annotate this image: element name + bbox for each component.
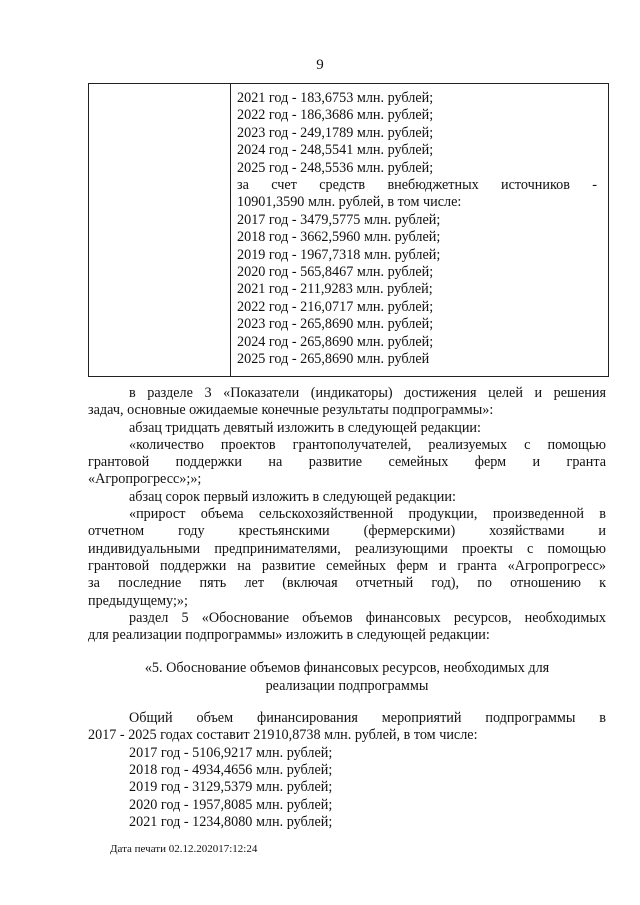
year-line: 2019 год - 3129,5379 млн. рублей; xyxy=(129,779,333,796)
section-heading-line: «5. Обоснование объемов финансовых ресурсов, необходимых для xyxy=(144,660,550,677)
table-line: 2025 год - 265,8690 млн. рублей xyxy=(237,351,430,368)
year-line: 2017 год - 5106,9217 млн. рублей; xyxy=(129,744,333,761)
table-line: 2024 год - 265,8690 млн. рублей; xyxy=(237,333,434,350)
page-number: 9 xyxy=(316,57,324,73)
section-heading-line: реализации подпрограммы xyxy=(265,677,429,694)
table-line: 10901,3590 млн. рублей, в том числе: xyxy=(237,194,462,211)
year-line: 2020 год - 1957,8085 млн. рублей; xyxy=(129,796,333,813)
paragraph-line: абзац тридцать девятый изложить в следующей редакции: xyxy=(129,419,481,436)
paragraph-line: индивидуальными предпринимателями, реализующими проекты с помощью xyxy=(88,540,606,557)
table-line: 2020 год - 565,8467 млн. рублей; xyxy=(237,264,434,281)
paragraph-line: для реализации подпрограммы» изложить в следующей редакции: xyxy=(88,627,490,644)
table-line: 2017 год - 3479,5775 млн. рублей; xyxy=(237,211,441,228)
table-line: 2024 год - 248,5541 млн. рублей; xyxy=(237,142,434,159)
paragraph-line: за последние пять лет (включая отчетный год), по отношению к xyxy=(88,575,606,592)
table-line: 2018 год - 3662,5960 млн. рублей; xyxy=(237,229,441,246)
paragraph-line: «количество проектов грантополучателей, реализуемых с помощью xyxy=(129,436,606,453)
paragraph-line: грантовой поддержки на развитие семейных ферм и гранта «Агропрогресс» xyxy=(88,557,606,574)
paragraph-line: задач, основные ожидаемые конечные результаты подпрограммы»: xyxy=(88,402,494,419)
year-line: 2021 год - 1234,8080 млн. рублей; xyxy=(129,813,333,830)
print-date-footer: Дата печати 02.12.202017:12:24 xyxy=(110,843,258,855)
table-right-cell xyxy=(237,90,597,369)
paragraph-line: «Агропрогресс»;»; xyxy=(88,471,202,488)
paragraph-line: «прирост объема сельскохозяйственной продукции, произведенной в xyxy=(129,506,606,523)
table-line: 2021 год - 183,6753 млн. рублей; xyxy=(237,90,434,106)
financing-table xyxy=(88,83,609,377)
table-line: 2022 год - 186,3686 млн. рублей; xyxy=(237,107,434,124)
paragraph-line: грантовой поддержки на развитие семейных ферм и гранта xyxy=(88,454,606,471)
paragraph-line: абзац сорок первый изложить в следующей редакции: xyxy=(129,488,456,505)
paragraph-line: предыдущему;»; xyxy=(88,592,188,609)
paragraph-line: Общий объем финансирования мероприятий подпрограммы в xyxy=(129,710,606,727)
table-line: за счет средств внебюджетных источников - xyxy=(237,177,597,194)
table-line: 2023 год - 265,8690 млн. рублей; xyxy=(237,316,434,333)
paragraph-line: в разделе 3 «Показатели (индикаторы) достижения целей и решения xyxy=(129,385,606,401)
table-line: 2019 год - 1967,7318 млн. рублей; xyxy=(237,246,441,263)
document-body xyxy=(88,385,606,831)
section-heading xyxy=(88,660,606,695)
paragraph-line: отчетном году крестьянскими (фермерскими) хозяйствами и xyxy=(88,523,606,540)
paragraph-line: раздел 5 «Обоснование объемов финансовых ресурсов, необходимых xyxy=(129,609,606,626)
table-left-cell xyxy=(89,84,231,376)
paragraph-line: 2017 - 2025 годах составит 21910,8738 млн. рублей, в том числе: xyxy=(88,727,478,744)
table-line: 2022 год - 216,0717 млн. рублей; xyxy=(237,298,434,315)
year-line: 2018 год - 4934,4656 млн. рублей; xyxy=(129,761,333,778)
table-line: 2025 год - 248,5536 млн. рублей; xyxy=(237,159,434,176)
table-line: 2021 год - 211,9283 млн. рублей; xyxy=(237,281,433,298)
table-line: 2023 год - 249,1789 млн. рублей; xyxy=(237,124,434,141)
